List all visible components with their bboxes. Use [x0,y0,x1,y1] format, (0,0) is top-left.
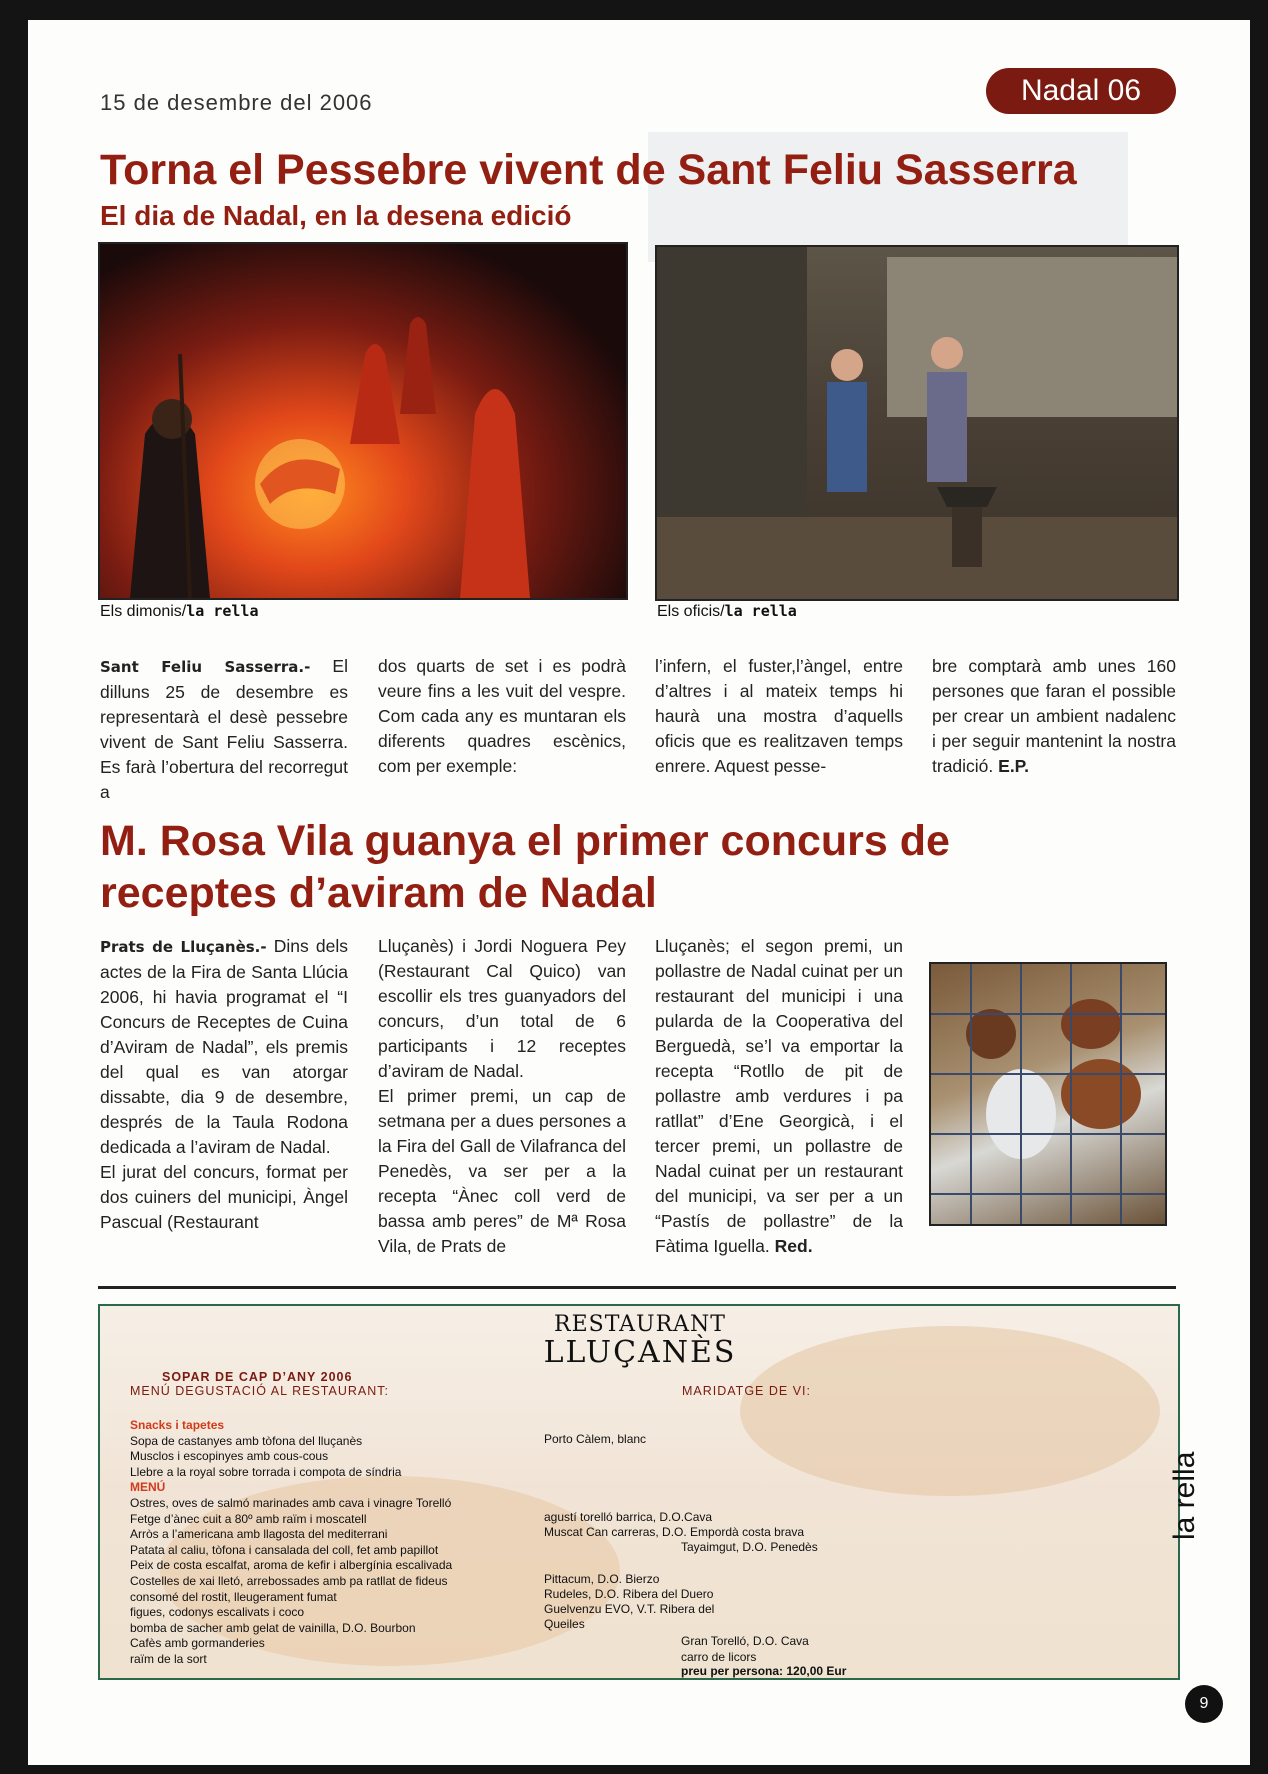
menu-line: consomé del rostit, lleugerament fumat [130,1589,337,1604]
menu-line: Musclos i escopinyes amb cous-cous [130,1449,329,1464]
issue-date: 15 de desembre del 2006 [100,90,373,115]
menu-line: bomba de sacher amb gelat de vainilla, D.O. Bourbon [130,1620,416,1635]
section-divider [98,1286,1176,1289]
photo1-caption: Els dimonis/la rella [100,602,259,620]
page-number: 9 [1185,1685,1223,1723]
menu-line: figues, codonys escalivats i coco [130,1605,305,1620]
menu-line: Llebre a la royal sobre torrada i compota de síndria [130,1464,402,1479]
ad-food-decoration-2 [740,1326,1160,1496]
snacks-heading: Snacks i tapetes [130,1418,225,1432]
article1-column-4: bre comptarà amb unes 160 persones que faran el possible per crear un ambient nadalenc i per seguir mantenint la nostra tradició. E.P. [932,656,1176,776]
ad-menu-list [130,1418,452,1668]
poultry-photo-illustration [931,964,1165,1224]
liquor-cart: carro de licors [681,1650,757,1664]
restaurant-logo: RESTAURANT LLUÇANÈS [543,1312,737,1370]
wine-pairing: Guelvenzu EVO, V.T. Ribera del [544,1602,715,1616]
menu-line: Patata al caliu, tòfona i cansalada del coll, fet amb papillot [130,1542,439,1557]
wine-pairing: agustí torelló barrica, D.O.Cava [544,1510,713,1524]
devils-photo-illustration [100,244,626,598]
restaurant-advertisement [98,1304,1180,1680]
crafts-photo-illustration [657,247,1177,599]
menu-line: Fetge d’ànec cuit a 80º amb raïm i moscatell [130,1511,367,1526]
article1-column-1: Sant Feliu Sasserra.- El dilluns 25 de desembre es representarà el desè pessebre vivent de Sant Feliu Sasserra. Es farà l’obertura del recorregut a [100,656,348,802]
menu-line: raïm de la sort [130,1651,207,1666]
ad-event: SOPAR DE CAP D’ANY 2006 [162,1370,353,1384]
wine-pairing: Porto Càlem, blanc [544,1432,647,1446]
article2-title: M. Rosa Vila guanya el primer concurs de receptes d’aviram de Nadal [100,817,950,917]
article1-subtitle: El dia de Nadal, en la desena edició [100,200,572,231]
wine-pairing: Gran Torelló, D.O. Cava [681,1634,809,1648]
wine-pairing: Pittacum, D.O. Bierzo [544,1572,660,1586]
article1-title: Torna el Pessebre vivent de Sant Feliu Sasserra [100,146,1077,194]
wine-pairing: Rudeles, D.O. Ribera del Duero [544,1587,714,1601]
menu-line: Arròs a l’americana amb llagosta del mediterrani [130,1527,388,1542]
wine-pairing: Queiles [544,1617,585,1631]
photo-devils-image [98,242,628,600]
article1-column-3: l’infern, el fuster,l’àngel, entre d’altres i al mateix temps hi haurà una mostra d’aquells oficis que es realitzaven temps enrere. Aquest pesse- [655,656,903,776]
photo-poultry-image [929,962,1167,1226]
ad-menu-heading: MENÚ DEGUSTACIÓ AL RESTAURANT: [130,1384,389,1398]
magazine-page [28,20,1250,1765]
menu-subheading: MENÚ [130,1480,166,1495]
menu-line: Sopa de castanyes amb tòfona del lluçanès [130,1433,363,1448]
wine-pairing: Muscat Can carreras, D.O. Empordà costa brava [544,1525,805,1539]
article1-column-2: dos quarts de set i es podrà veure fins a les vuit del vespre. Com cada any es muntaran els diferents quadres escènics, com per exemple: [378,656,626,776]
menu-line: Peix de costa escalfat, aroma de kefir i albergínia escalivada [130,1558,453,1573]
section-badge: Nadal 06 [986,68,1176,114]
menu-line: Costelles de xai lletó, arrebossades amb pa ratllat de fideus [130,1573,448,1588]
magazine-spine-label: la rella [1168,1451,1201,1540]
photo-crafts-image [655,245,1179,601]
article2-column-3: Lluçanès; el segon premi, un pollastre de Nadal cuinat per un restaurant del municipi i una pularda de la Cooperativa del Berguedà, se’l va emportar la recepta “Rotllo de pit de pollastre amb verdures i pa ratllat” d’Ene Georgicà, i el tercer premi, un pollastre de Nadal cuinat per un restaurant del municipi, va ser per a un “Pastís de pollastre” de la Fàtima Iguella. Red. [655,936,903,1256]
wine-pairing: Tayaimgut, D.O. Penedès [681,1540,818,1554]
price-per-person: preu per persona: 120,00 Eur [681,1664,847,1678]
photo2-caption: Els oficis/la rella [657,602,797,620]
article2-column-2: Lluçanès) i Jordi Noguera Pey (Restaurant Cal Quico) van escollir els tres guanyadors del concurs, d’un total de 6 participants i 12 receptes d’aviram de Nadal. El primer premi, un cap de setmana per a dues persones a la Fira del Gall de Vilafranca del Penedès, va ser per a la recepta “Ànec coll verd de bassa amb peres” de Mª Rosa Vila, de Prats de [378,936,626,1256]
ad-wine-heading: MARIDATGE DE VI: [682,1384,811,1398]
article2-column-1: Prats de Lluçanès.- Dins dels actes de la Fira de Santa Llúcia 2006, hi havia programat el “I Concurs de Receptes de Cuina d’Aviram de Nadal”, els premis del qual es van atorgar dissabte, dia 9 de desembre, després de la Taula Rodona dedicada a l’aviram de Nadal. El jurat del concurs, format per dos cuiners del municipi, Àngel Pascual (Restaurant [100,936,348,1232]
menu-line: Ostres, oves de salmó marinades amb cava i vinagre Torelló [130,1495,452,1510]
menu-line: Cafès amb gormanderies [130,1636,265,1651]
